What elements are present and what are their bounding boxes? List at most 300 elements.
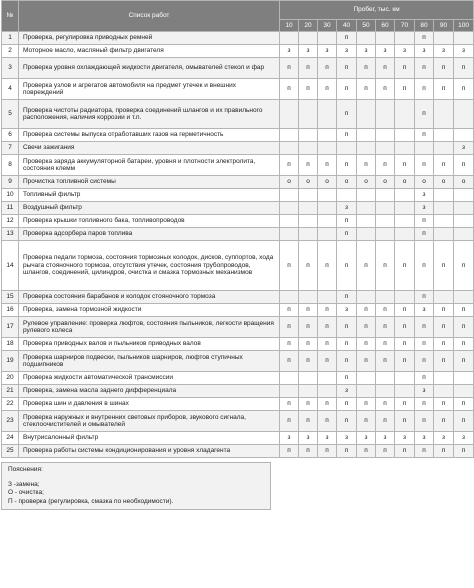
- header-mileage-col: 60: [376, 20, 395, 32]
- schedule-mark: [318, 202, 337, 215]
- schedule-mark: [357, 215, 376, 228]
- table-row: [2, 100, 474, 129]
- schedule-mark: п: [337, 215, 357, 228]
- schedule-mark: [454, 228, 474, 241]
- schedule-mark: п: [415, 291, 434, 304]
- schedule-mark: п: [454, 445, 474, 458]
- header-mileage-col: 50: [357, 20, 376, 32]
- schedule-mark: п: [376, 317, 395, 338]
- schedule-mark: п: [337, 338, 357, 351]
- schedule-mark: [299, 228, 318, 241]
- schedule-mark: [318, 291, 337, 304]
- schedule-mark: п: [280, 304, 299, 317]
- schedule-mark: [299, 142, 318, 155]
- schedule-mark: [357, 189, 376, 202]
- schedule-mark: п: [357, 317, 376, 338]
- schedule-mark: п: [395, 398, 415, 411]
- row-number: 19: [2, 351, 19, 372]
- schedule-mark: з: [357, 45, 376, 58]
- schedule-mark: [357, 291, 376, 304]
- schedule-mark: п: [357, 304, 376, 317]
- schedule-mark: п: [299, 445, 318, 458]
- schedule-mark: п: [415, 445, 434, 458]
- schedule-mark: з: [337, 45, 357, 58]
- schedule-mark: п: [454, 398, 474, 411]
- schedule-mark: [434, 189, 454, 202]
- schedule-mark: п: [337, 411, 357, 432]
- schedule-mark: п: [395, 445, 415, 458]
- table-row: [2, 202, 474, 215]
- schedule-mark: п: [434, 58, 454, 79]
- header-mileage-col: 20: [299, 20, 318, 32]
- schedule-mark: п: [299, 304, 318, 317]
- schedule-mark: п: [299, 241, 318, 291]
- schedule-mark: [395, 372, 415, 385]
- schedule-mark: з: [280, 45, 299, 58]
- notes-box: [1, 462, 271, 510]
- schedule-mark: п: [454, 241, 474, 291]
- row-number: 20: [2, 372, 19, 385]
- schedule-mark: з: [299, 45, 318, 58]
- schedule-mark: п: [318, 58, 337, 79]
- schedule-mark: о: [376, 176, 395, 189]
- schedule-mark: п: [434, 155, 454, 176]
- schedule-mark: [454, 202, 474, 215]
- schedule-mark: [434, 100, 454, 129]
- schedule-mark: п: [395, 155, 415, 176]
- schedule-mark: з: [395, 432, 415, 445]
- work-description: Проверка наружных и внутренних световых приборов, звукового сигнала, стеклоочистителей и омывателей: [19, 411, 280, 432]
- schedule-mark: [280, 32, 299, 45]
- work-description: Проверка уровня охлаждающей жидкости двигателя, омывателей стекол и фар: [19, 58, 280, 79]
- work-description: Проверка работы системы кондиционирования и уровня хладагента: [19, 445, 280, 458]
- schedule-mark: з: [318, 45, 337, 58]
- schedule-mark: п: [299, 398, 318, 411]
- row-number: 24: [2, 432, 19, 445]
- schedule-mark: [376, 372, 395, 385]
- work-description: Воздушный фильтр: [19, 202, 280, 215]
- schedule-mark: п: [376, 398, 395, 411]
- note-line: О - очистка;: [8, 489, 44, 497]
- schedule-mark: п: [280, 79, 299, 100]
- schedule-mark: [299, 215, 318, 228]
- work-description: Проверка шарниров подвески, пыльников шарниров, люфтов ступичных подшипников: [19, 351, 280, 372]
- schedule-mark: з: [454, 142, 474, 155]
- schedule-mark: п: [415, 79, 434, 100]
- table-row: [2, 155, 474, 176]
- schedule-mark: п: [415, 100, 434, 129]
- row-number: 14: [2, 241, 19, 291]
- schedule-mark: з: [376, 432, 395, 445]
- work-description: Топливный фильтр: [19, 189, 280, 202]
- note-line: П - проверка (регулировка, смазка по необходимости).: [8, 497, 174, 505]
- schedule-mark: о: [280, 176, 299, 189]
- schedule-mark: з: [337, 432, 357, 445]
- schedule-mark: [318, 372, 337, 385]
- row-number: 3: [2, 58, 19, 79]
- table-row: [2, 445, 474, 458]
- schedule-mark: п: [395, 411, 415, 432]
- schedule-mark: [376, 100, 395, 129]
- header-row-top: [2, 1, 474, 20]
- schedule-mark: з: [415, 304, 434, 317]
- schedule-mark: п: [454, 155, 474, 176]
- schedule-mark: о: [357, 176, 376, 189]
- table-row: [2, 411, 474, 432]
- work-description: Свечи зажигания: [19, 142, 280, 155]
- schedule-mark: п: [415, 338, 434, 351]
- schedule-mark: п: [299, 411, 318, 432]
- schedule-mark: п: [395, 317, 415, 338]
- schedule-mark: п: [454, 79, 474, 100]
- header-work-list: Список работ: [19, 1, 280, 32]
- schedule-mark: [318, 100, 337, 129]
- schedule-mark: [395, 291, 415, 304]
- work-description: Проверка узлов и агрегатов автомобиля на предмет утечек и внешних повреждений: [19, 79, 280, 100]
- schedule-mark: [454, 32, 474, 45]
- schedule-mark: [395, 129, 415, 142]
- schedule-mark: п: [299, 58, 318, 79]
- schedule-mark: з: [415, 189, 434, 202]
- row-number: 22: [2, 398, 19, 411]
- schedule-mark: п: [376, 338, 395, 351]
- schedule-mark: п: [280, 445, 299, 458]
- schedule-mark: п: [357, 58, 376, 79]
- schedule-mark: п: [454, 351, 474, 372]
- schedule-mark: з: [337, 304, 357, 317]
- schedule-mark: [454, 385, 474, 398]
- schedule-mark: [395, 32, 415, 45]
- schedule-mark: п: [337, 351, 357, 372]
- schedule-mark: п: [280, 317, 299, 338]
- work-description: Проверка заряда аккумуляторной батареи, уровня и плотности электролита, состояния клемм: [19, 155, 280, 176]
- row-number: 12: [2, 215, 19, 228]
- schedule-mark: [434, 202, 454, 215]
- schedule-mark: [395, 100, 415, 129]
- schedule-mark: п: [415, 228, 434, 241]
- schedule-mark: о: [415, 176, 434, 189]
- schedule-mark: п: [318, 351, 337, 372]
- schedule-mark: п: [415, 398, 434, 411]
- row-number: 7: [2, 142, 19, 155]
- schedule-mark: [299, 202, 318, 215]
- schedule-mark: [415, 142, 434, 155]
- schedule-mark: п: [280, 398, 299, 411]
- schedule-mark: п: [299, 338, 318, 351]
- schedule-mark: п: [434, 338, 454, 351]
- schedule-mark: п: [318, 241, 337, 291]
- table-row: [2, 317, 474, 338]
- schedule-mark: [454, 100, 474, 129]
- schedule-mark: п: [434, 304, 454, 317]
- row-number: 2: [2, 45, 19, 58]
- schedule-mark: п: [434, 317, 454, 338]
- schedule-mark: п: [454, 338, 474, 351]
- schedule-mark: п: [357, 338, 376, 351]
- schedule-mark: [376, 129, 395, 142]
- schedule-mark: з: [415, 385, 434, 398]
- schedule-mark: [318, 32, 337, 45]
- schedule-mark: [280, 228, 299, 241]
- header-mileage-col: 10: [280, 20, 299, 32]
- schedule-mark: п: [376, 351, 395, 372]
- schedule-mark: [318, 228, 337, 241]
- schedule-mark: п: [337, 445, 357, 458]
- schedule-mark: п: [395, 58, 415, 79]
- schedule-mark: [357, 129, 376, 142]
- table-row: [2, 79, 474, 100]
- schedule-mark: п: [337, 129, 357, 142]
- schedule-mark: о: [337, 176, 357, 189]
- row-number: 1: [2, 32, 19, 45]
- schedule-mark: [454, 189, 474, 202]
- schedule-mark: п: [415, 351, 434, 372]
- schedule-mark: п: [376, 79, 395, 100]
- row-number: 17: [2, 317, 19, 338]
- schedule-mark: п: [299, 79, 318, 100]
- schedule-mark: п: [337, 100, 357, 129]
- schedule-mark: п: [376, 241, 395, 291]
- schedule-mark: з: [376, 45, 395, 58]
- schedule-mark: п: [454, 411, 474, 432]
- schedule-mark: п: [318, 338, 337, 351]
- schedule-mark: [337, 189, 357, 202]
- schedule-mark: [434, 228, 454, 241]
- schedule-mark: п: [337, 291, 357, 304]
- schedule-mark: [357, 385, 376, 398]
- schedule-mark: п: [318, 398, 337, 411]
- schedule-mark: п: [280, 351, 299, 372]
- schedule-mark: п: [376, 304, 395, 317]
- schedule-mark: п: [337, 372, 357, 385]
- schedule-mark: з: [434, 45, 454, 58]
- row-number: 13: [2, 228, 19, 241]
- schedule-mark: п: [434, 351, 454, 372]
- schedule-mark: [357, 228, 376, 241]
- schedule-mark: п: [357, 155, 376, 176]
- schedule-mark: п: [415, 155, 434, 176]
- schedule-mark: з: [299, 432, 318, 445]
- table-row: [2, 398, 474, 411]
- schedule-mark: [337, 142, 357, 155]
- schedule-mark: п: [434, 445, 454, 458]
- schedule-mark: о: [318, 176, 337, 189]
- schedule-mark: п: [280, 411, 299, 432]
- schedule-mark: [299, 291, 318, 304]
- schedule-mark: о: [395, 176, 415, 189]
- schedule-mark: з: [415, 432, 434, 445]
- schedule-mark: з: [337, 385, 357, 398]
- schedule-mark: [376, 32, 395, 45]
- work-description: Проверка педали тормоза, состояния тормозных колодок, дисков, суппортов, хода рычага стояночного тормоза, отсутствия утечек, состояния трубопроводов, шлангов, соединений, цилиндров, очистка и смазка тормозных механизмов: [19, 241, 280, 291]
- schedule-mark: п: [415, 215, 434, 228]
- schedule-mark: [280, 291, 299, 304]
- work-description: Внутрисалонный фильтр: [19, 432, 280, 445]
- schedule-mark: п: [357, 445, 376, 458]
- row-number: 16: [2, 304, 19, 317]
- row-number: 25: [2, 445, 19, 458]
- schedule-mark: п: [395, 304, 415, 317]
- schedule-mark: п: [318, 445, 337, 458]
- table-row: [2, 215, 474, 228]
- table-row: [2, 228, 474, 241]
- schedule-mark: [376, 228, 395, 241]
- row-number: 23: [2, 411, 19, 432]
- schedule-mark: [280, 202, 299, 215]
- row-number: 5: [2, 100, 19, 129]
- table-row: [2, 351, 474, 372]
- schedule-mark: п: [299, 351, 318, 372]
- schedule-mark: п: [337, 79, 357, 100]
- schedule-mark: п: [337, 317, 357, 338]
- schedule-mark: з: [415, 45, 434, 58]
- table-row: [2, 176, 474, 189]
- schedule-mark: [376, 189, 395, 202]
- schedule-mark: п: [337, 398, 357, 411]
- schedule-mark: з: [454, 45, 474, 58]
- schedule-mark: з: [395, 45, 415, 58]
- schedule-mark: о: [434, 176, 454, 189]
- table-row: [2, 142, 474, 155]
- schedule-mark: [280, 372, 299, 385]
- schedule-mark: п: [299, 155, 318, 176]
- schedule-mark: [376, 291, 395, 304]
- maintenance-table: [1, 0, 474, 458]
- schedule-mark: [357, 372, 376, 385]
- schedule-mark: п: [376, 445, 395, 458]
- schedule-mark: п: [357, 241, 376, 291]
- row-number: 4: [2, 79, 19, 100]
- work-description: Проверка состояния барабанов и колодок стояночного тормоза: [19, 291, 280, 304]
- schedule-mark: [395, 142, 415, 155]
- schedule-mark: [434, 385, 454, 398]
- row-number: 6: [2, 129, 19, 142]
- schedule-mark: п: [415, 129, 434, 142]
- schedule-mark: з: [434, 432, 454, 445]
- table-row: [2, 291, 474, 304]
- schedule-mark: п: [337, 58, 357, 79]
- table-row: [2, 385, 474, 398]
- table-row: [2, 45, 474, 58]
- schedule-mark: з: [318, 432, 337, 445]
- work-description: Проверка крышки топливного бака, топливопроводов: [19, 215, 280, 228]
- schedule-mark: [434, 129, 454, 142]
- schedule-mark: з: [415, 202, 434, 215]
- header-mileage-col: 70: [395, 20, 415, 32]
- schedule-mark: п: [434, 79, 454, 100]
- schedule-mark: п: [280, 155, 299, 176]
- schedule-mark: п: [395, 338, 415, 351]
- schedule-mark: п: [357, 411, 376, 432]
- header-num: №: [2, 1, 19, 32]
- schedule-mark: о: [454, 176, 474, 189]
- schedule-mark: п: [337, 155, 357, 176]
- row-number: 15: [2, 291, 19, 304]
- work-description: Прочистка топливной системы: [19, 176, 280, 189]
- schedule-mark: [318, 189, 337, 202]
- notes-title: Пояснения:: [8, 466, 43, 473]
- row-number: 9: [2, 176, 19, 189]
- schedule-mark: п: [415, 241, 434, 291]
- table-row: [2, 58, 474, 79]
- schedule-mark: [376, 215, 395, 228]
- schedule-mark: [299, 189, 318, 202]
- work-description: Проверка жидкости автоматической трансмиссии: [19, 372, 280, 385]
- schedule-mark: п: [434, 411, 454, 432]
- schedule-mark: п: [357, 398, 376, 411]
- schedule-mark: п: [318, 304, 337, 317]
- schedule-mark: п: [434, 398, 454, 411]
- schedule-mark: [454, 372, 474, 385]
- schedule-mark: [318, 215, 337, 228]
- schedule-mark: п: [415, 372, 434, 385]
- schedule-mark: п: [376, 155, 395, 176]
- work-description: Проверка чистоты радиатора, проверка соединений шлангов и их правильного расположения, наличия коррозии и т.п.: [19, 100, 280, 129]
- schedule-mark: [395, 189, 415, 202]
- schedule-mark: [434, 215, 454, 228]
- table-row: [2, 338, 474, 351]
- schedule-mark: [395, 202, 415, 215]
- schedule-mark: [357, 142, 376, 155]
- schedule-mark: п: [395, 79, 415, 100]
- schedule-mark: [395, 385, 415, 398]
- table-row: [2, 304, 474, 317]
- schedule-mark: п: [318, 155, 337, 176]
- table-row: [2, 241, 474, 291]
- schedule-mark: [318, 129, 337, 142]
- schedule-mark: [280, 142, 299, 155]
- schedule-mark: п: [454, 304, 474, 317]
- schedule-mark: [280, 215, 299, 228]
- schedule-mark: п: [454, 317, 474, 338]
- schedule-mark: [280, 100, 299, 129]
- work-description: Проверка адсорбера паров топлива: [19, 228, 280, 241]
- table-row: [2, 432, 474, 445]
- work-description: Проверка шин и давления в шинах: [19, 398, 280, 411]
- schedule-mark: з: [337, 202, 357, 215]
- schedule-mark: [434, 372, 454, 385]
- schedule-mark: [454, 215, 474, 228]
- row-number: 10: [2, 189, 19, 202]
- schedule-mark: п: [280, 241, 299, 291]
- schedule-mark: п: [337, 228, 357, 241]
- schedule-mark: п: [376, 411, 395, 432]
- schedule-mark: [280, 385, 299, 398]
- schedule-mark: [299, 385, 318, 398]
- schedule-mark: [395, 215, 415, 228]
- row-number: 11: [2, 202, 19, 215]
- schedule-mark: п: [454, 58, 474, 79]
- schedule-mark: п: [415, 32, 434, 45]
- schedule-mark: [434, 291, 454, 304]
- schedule-mark: [280, 129, 299, 142]
- schedule-mark: п: [357, 79, 376, 100]
- work-description: Моторное масло, масляный фильтр двигателя: [19, 45, 280, 58]
- work-description: Проверка системы выпуска отработавших газов на герметичность: [19, 129, 280, 142]
- table-row: [2, 372, 474, 385]
- row-number: 21: [2, 385, 19, 398]
- schedule-mark: [299, 100, 318, 129]
- schedule-mark: п: [318, 317, 337, 338]
- schedule-mark: п: [318, 411, 337, 432]
- header-mileage: Пробег, тыс. км: [280, 1, 474, 20]
- row-number: 8: [2, 155, 19, 176]
- schedule-mark: п: [318, 79, 337, 100]
- table-row: [2, 32, 474, 45]
- row-number: 18: [2, 338, 19, 351]
- schedule-mark: п: [280, 338, 299, 351]
- header-mileage-col: 30: [318, 20, 337, 32]
